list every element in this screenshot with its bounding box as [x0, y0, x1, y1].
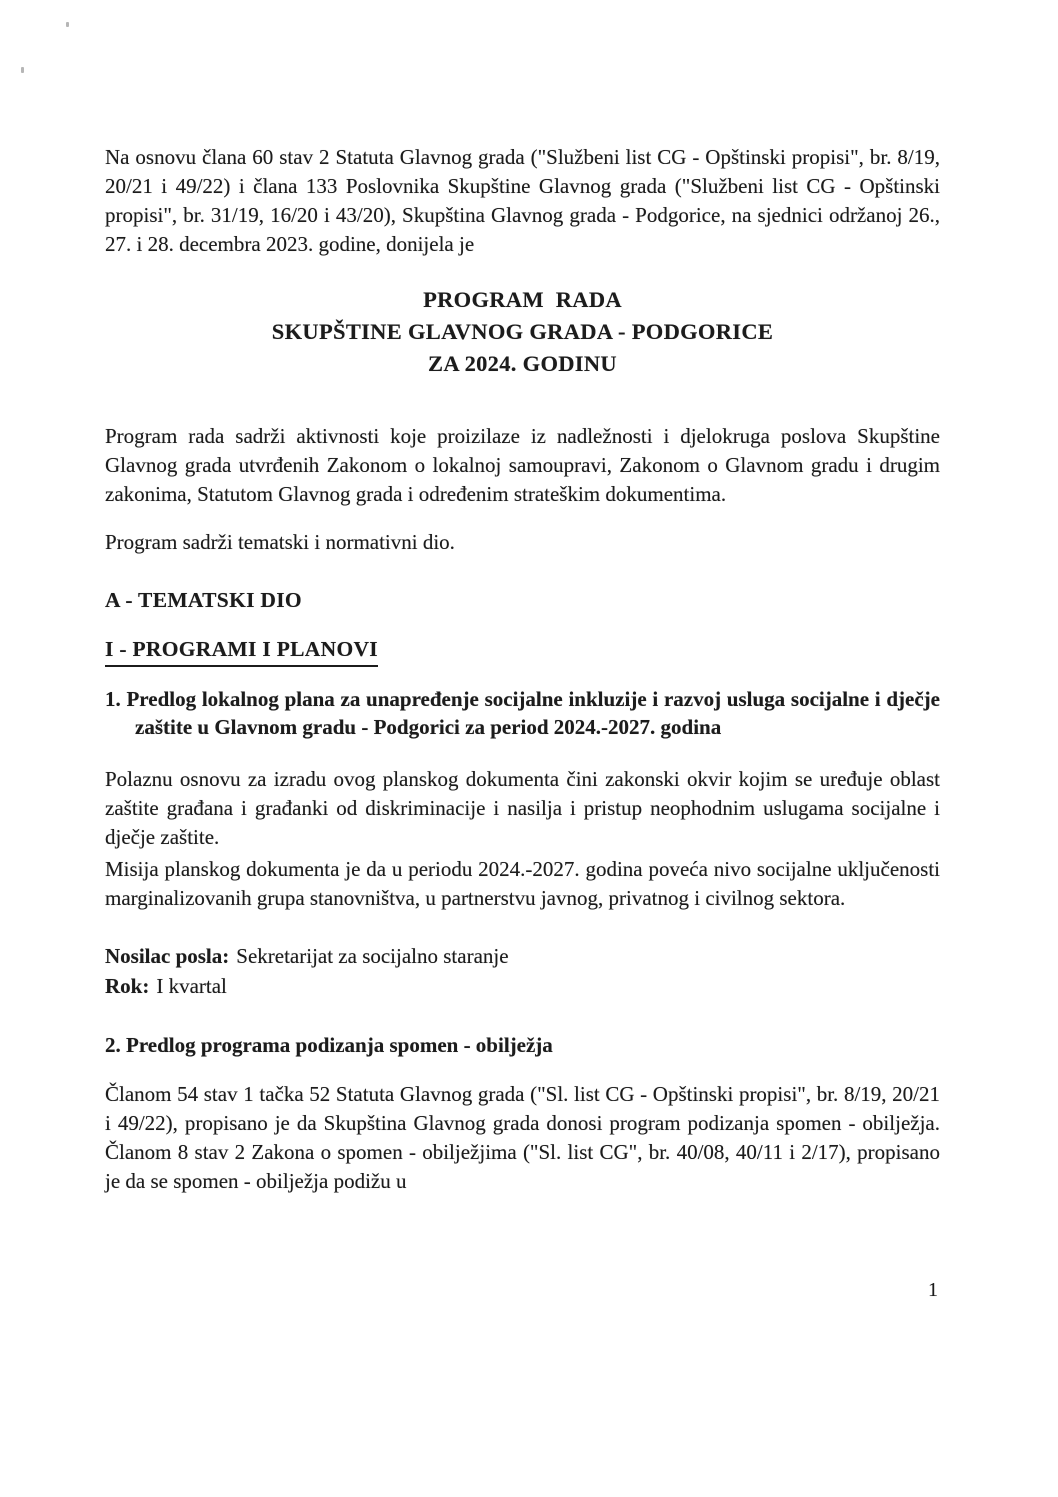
item-2-heading	[105, 1031, 940, 1059]
item-2-number: 2.	[105, 1033, 121, 1057]
scan-speck	[21, 67, 24, 73]
section-heading-underline: I - PROGRAMI I PLANOVI	[105, 635, 378, 667]
item-1-paragraph-2: Misija planskog dokumenta je da u periodu 2024.-2027. godina poveća nivo socijalne uključenosti marginalizovanih grupa stanovništva, u partnerstvu javnog, privatnog i civilnog sektora.	[105, 857, 940, 910]
item-1-heading	[105, 685, 940, 741]
item-1-paragraph-1: Polaznu osnovu za izradu ovog planskog dokumenta čini zakonski okvir kojim se uređuje oblast zaštite građana i građanki od diskriminacije i nasilja i pristup neophodnim uslugama socijalne i dječje zaštite.	[105, 767, 940, 849]
scope-paragraph: Program rada sadrži aktivnosti koje proizilaze iz nadležnosti i djelokruga poslova Skupštine Glavnog grada utvrđenih Zakonom o lokalnoj samoupravi, Zakonom o Glavnom gradu i drugim zakonima, Statutom Glavnog grada i određenim strateškim dokumentima.	[105, 424, 940, 506]
item-1-title: Predlog lokalnog plana za unapređenje socijalne inkluzije i razvoj usluga socijalne i dječje zaštite u Glavnom gradu - Podgorici za period 2024.-2027. godina	[126, 687, 940, 739]
intro-paragraph: Na osnovu člana 60 stav 2 Statuta Glavnog grada ("Službeni list CG - Opštinski propisi", br. 8/19, 20/21 i 49/22) i člana 133 Poslovnika Skupštine Glavnog grada ("Službeni list CG - Opštinski propisi", br. 31/19, 16/20 i 43/20), Skupština Glavnog grada - Podgorice, na sjednici održanoj 26., 27. i 28. decembra 2023. godine, donijela je	[105, 145, 940, 256]
scan-speck	[66, 22, 69, 27]
section-heading-tematski-dio: A - TEMATSKI DIO	[105, 588, 302, 612]
item-1-number: 1.	[105, 687, 121, 711]
section-heading-programi-i-planovi	[105, 635, 940, 667]
item-2-title: Predlog programa podizanja spomen - obilježja	[126, 1033, 553, 1057]
title-line-2: SKUPŠTINE GLAVNOG GRADA - PODGORICE	[271, 319, 774, 344]
title-line-3: ZA 2024. GODINU	[428, 351, 617, 376]
rok-value: I kvartal	[156, 974, 227, 998]
item-2-paragraph-1: Članom 54 stav 1 tačka 52 Statuta Glavnog grada ("Sl. list CG - Opštinski propisi", br. 8/19, 20/21 i 49/22), propisano je da Skupština Glavnog grada donosi program podizanja spomen - obilježja. Članom 8 stav 2 Zakona o spomen - obilježjima ("Sl. list CG", br. 40/08, 40/11 i 2/17), propisano je da se spomen - obilježja podižu u	[105, 1082, 940, 1193]
page-number: 1	[928, 1279, 938, 1301]
nosilac-posla-line	[105, 941, 940, 971]
title-line-1: PROGRAM RADA	[423, 287, 622, 312]
rok-label: Rok:	[105, 974, 150, 998]
document-title	[105, 284, 940, 380]
rok-line	[105, 971, 940, 1001]
item-1-meta	[105, 941, 940, 1001]
nosilac-posla-label: Nosilac posla:	[105, 944, 230, 968]
document-content	[105, 143, 940, 1196]
nosilac-posla-value: Sekretarijat za socijalno staranje	[236, 944, 509, 968]
parts-paragraph: Program sadrži tematski i normativni dio.	[105, 530, 455, 554]
